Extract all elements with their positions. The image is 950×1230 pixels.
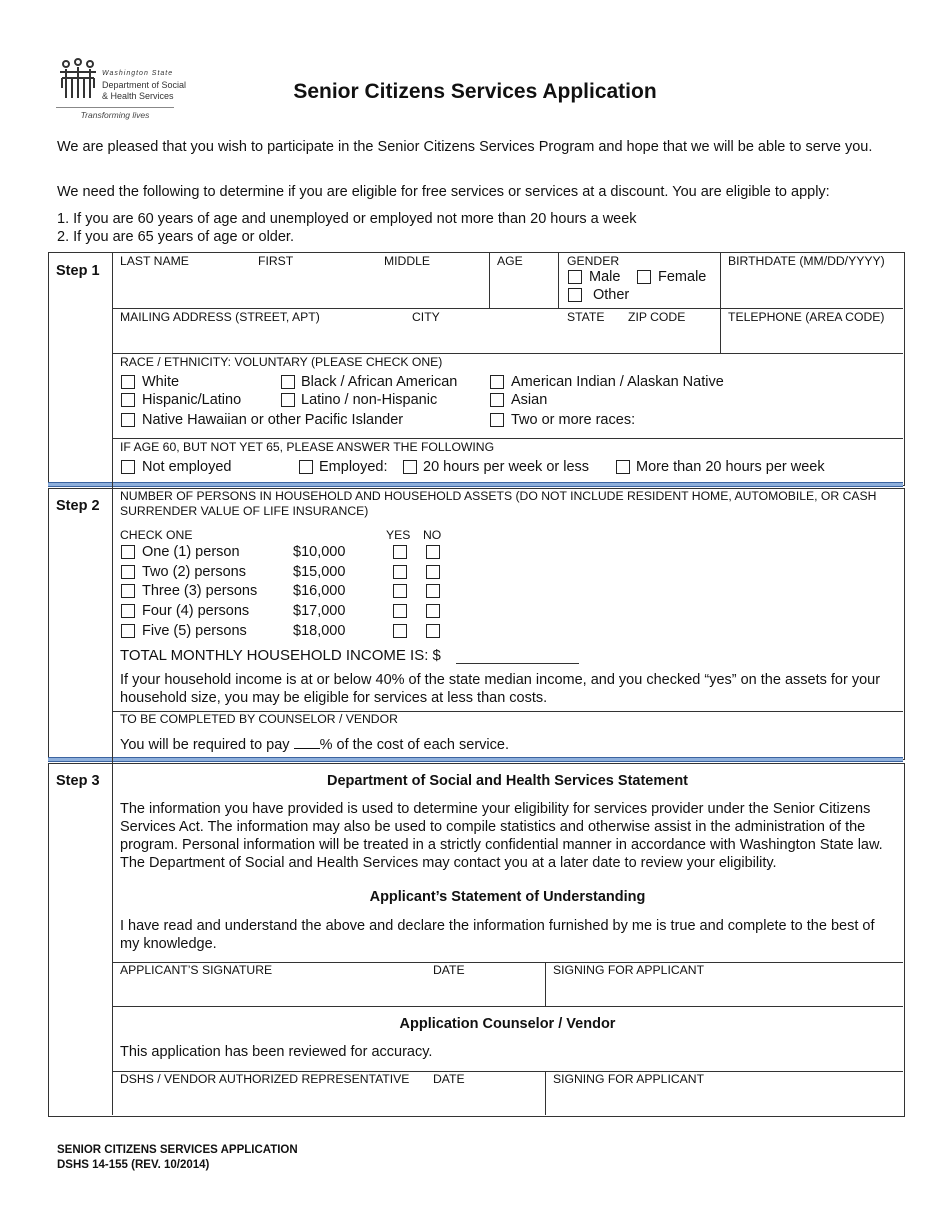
understanding-text: I have read and understand the above and declare the information furnished by me is true and complete to the best of my knowledge. (120, 918, 875, 952)
total-income-field[interactable] (456, 663, 579, 664)
check-one-label: CHECK ONE (120, 528, 193, 542)
gender-other-checkbox[interactable] (568, 288, 582, 302)
no-column-label: NO (423, 528, 442, 542)
age-question-label: IF AGE 60, BUT NOT YET 65, PLEASE ANSWER THE FOLLOWING (120, 440, 495, 454)
page-title: Senior Citizens Services Application (293, 80, 657, 103)
more-than-20-hours-label: More than 20 hours per week (636, 459, 825, 475)
race-black-checkbox[interactable] (281, 375, 295, 389)
race-ethnicity-label: RACE / ETHNICITY: VOLUNTARY (PLEASE CHECK ONE) (120, 355, 443, 369)
race-black-label: Black / African American (301, 374, 458, 390)
logo-dept: Department of Social (102, 80, 187, 90)
race-white-checkbox[interactable] (121, 375, 135, 389)
first-name-label: FIRST (258, 254, 294, 268)
not-employed-label: Not employed (142, 459, 232, 475)
pay-prefix: You will be required to pay (120, 737, 294, 753)
household-3-amount: $16,000 (293, 583, 346, 599)
race-asian-checkbox[interactable] (490, 393, 504, 407)
gender-label: GENDER (567, 254, 620, 268)
zip-code-label: ZIP CODE (628, 310, 686, 324)
eligibility-item-1: 1. If you are 60 years of age and unemployed or employed not more than 20 hours a week (57, 211, 637, 227)
pay-suffix: % of the cost of each service. (319, 737, 509, 753)
yes-column-label: YES (386, 528, 411, 542)
birthdate-label: BIRTHDATE (MM/DD/YYYY) (728, 254, 885, 268)
applicant-date-label: DATE (433, 963, 465, 977)
race-latino-non-hispanic-checkbox[interactable] (281, 393, 295, 407)
applicant-signature-field[interactable] (113, 978, 544, 1005)
applicant-signature-label: APPLICANT’S SIGNATURE (120, 963, 273, 977)
eligibility-item-2: 2. If you are 65 years of age or older. (57, 229, 294, 245)
household-3-yes-checkbox[interactable] (393, 584, 407, 598)
household-2-no-checkbox[interactable] (426, 565, 440, 579)
footer-form-number: DSHS 14-155 (REV. 10/2014) (57, 1159, 210, 1171)
logo-tagline: Transforming lives (56, 107, 174, 120)
household-3-no-checkbox[interactable] (426, 584, 440, 598)
household-4-amount: $17,000 (293, 603, 346, 619)
household-5-amount: $18,000 (293, 623, 346, 639)
gender-male-checkbox[interactable] (568, 270, 582, 284)
race-hispanic-label: Hispanic/Latino (142, 392, 242, 408)
race-american-indian-checkbox[interactable] (490, 375, 504, 389)
step1-divider (48, 482, 903, 487)
total-income-label: TOTAL MONTHLY HOUSEHOLD INCOME IS: $ (120, 647, 441, 664)
household-3-label: Three (3) persons (142, 583, 258, 599)
gender-other-label: Other (593, 287, 630, 303)
rep-signing-for-applicant-label: SIGNING FOR APPLICANT (553, 1072, 705, 1086)
race-latino-non-hispanic-label: Latino / non-Hispanic (301, 392, 438, 408)
mailing-address-label: MAILING ADDRESS (STREET, APT) (120, 310, 320, 324)
hours-20-or-less-label: 20 hours per week or less (423, 459, 590, 475)
household-5-label: Five (5) persons (142, 623, 247, 639)
city-label: CITY (412, 310, 440, 324)
telephone-label: TELEPHONE (AREA CODE) (728, 310, 885, 324)
household-5-yes-checkbox[interactable] (393, 624, 407, 638)
household-3-checkbox[interactable] (121, 584, 135, 598)
income-note: If your household income is at or below 40% of the state median income, and you checked “yes” on the assets for your household size, you may be eligible for services at less than costs. (120, 672, 881, 706)
representative-date-label: DATE (433, 1072, 465, 1086)
household-1-label: One (1) person (142, 544, 240, 560)
race-hawaiian-label: Native Hawaiian or other Pacific Islander (142, 412, 404, 428)
household-4-yes-checkbox[interactable] (393, 604, 407, 618)
household-2-label: Two (2) persons (142, 564, 246, 580)
race-american-indian-label: American Indian / Alaskan Native (511, 374, 724, 390)
intro-paragraph-2: We need the following to determine if you are eligible for free services or services at a discount. You are eligible to apply: (57, 184, 830, 200)
representative-label: DSHS / VENDOR AUTHORIZED REPRESENTATIVE (120, 1072, 410, 1086)
step3-label: Step 3 (56, 773, 100, 789)
last-name-label: LAST NAME (120, 254, 189, 268)
household-assets-label: NUMBER OF PERSONS IN HOUSEHOLD AND HOUSEHOLD ASSETS (DO NOT INCLUDE RESIDENT HOME, AUTOMOBILE, OR CASH SURRENDER VALUE OF LIFE INSURANCE) (120, 489, 877, 518)
dshs-statement-heading: Department of Social and Health Services Statement (327, 773, 688, 789)
race-hawaiian-checkbox[interactable] (121, 413, 135, 427)
representative-signature-field[interactable] (113, 1087, 544, 1114)
age-label: AGE (497, 254, 523, 268)
logo-health: & Health Services (102, 91, 174, 101)
household-5-no-checkbox[interactable] (426, 624, 440, 638)
hours-20-or-less-checkbox[interactable] (403, 460, 417, 474)
gender-female-checkbox[interactable] (637, 270, 651, 284)
household-2-amount: $15,000 (293, 564, 346, 580)
household-4-checkbox[interactable] (121, 604, 135, 618)
more-than-20-hours-checkbox[interactable] (616, 460, 630, 474)
step2-label: Step 2 (56, 498, 100, 514)
signing-for-applicant-label: SIGNING FOR APPLICANT (553, 963, 705, 977)
household-1-amount: $10,000 (293, 544, 346, 560)
pay-percentage-field[interactable] (294, 736, 320, 749)
step2-divider (48, 757, 903, 762)
race-asian-label: Asian (511, 392, 548, 408)
understanding-heading: Applicant’s Statement of Understanding (369, 889, 646, 905)
household-1-checkbox[interactable] (121, 545, 135, 559)
household-1-yes-checkbox[interactable] (393, 545, 407, 559)
step1-label: Step 1 (56, 263, 100, 279)
reviewed-statement: This application has been reviewed for accuracy. (120, 1044, 433, 1060)
pay-percentage-line (120, 736, 509, 753)
household-2-yes-checkbox[interactable] (393, 565, 407, 579)
household-2-checkbox[interactable] (121, 565, 135, 579)
household-5-checkbox[interactable] (121, 624, 135, 638)
household-1-no-checkbox[interactable] (426, 545, 440, 559)
not-employed-checkbox[interactable] (121, 460, 135, 474)
counselor-vendor-heading: Application Counselor / Vendor (399, 1016, 616, 1032)
rep-signing-for-applicant-field[interactable] (546, 1087, 902, 1114)
race-hispanic-checkbox[interactable] (121, 393, 135, 407)
race-two-or-more-checkbox[interactable] (490, 413, 504, 427)
household-4-label: Four (4) persons (142, 603, 250, 619)
race-two-or-more-label: Two or more races: (511, 412, 636, 428)
middle-name-label: MIDDLE (384, 254, 431, 268)
counselor-vendor-label: TO BE COMPLETED BY COUNSELOR / VENDOR (120, 712, 398, 726)
logo-state: Washington State (102, 70, 174, 77)
footer-form-title: SENIOR CITIZENS SERVICES APPLICATION (57, 1144, 298, 1156)
employed-checkbox[interactable] (299, 460, 313, 474)
dshs-statement-text: The information you have provided is used to determine your eligibility for services provider under the Senior Citizens Services Act. The information may also be used to compile statistics and otherwise assist in the administration of the program. Personal information will be treated in a strictly confidential manner in accordance with Washington State law. The Department of Social and Health Services may contact you at a later date to review your eligibility. (120, 801, 883, 871)
signing-for-applicant-field[interactable] (546, 978, 902, 1005)
intro-paragraph-1: We are pleased that you wish to participate in the Senior Citizens Services Program and hope that we will be able to serve you. (57, 139, 873, 155)
employed-label: Employed: (319, 459, 388, 475)
state-label: STATE (567, 310, 605, 324)
household-4-no-checkbox[interactable] (426, 604, 440, 618)
gender-female-label: Female (658, 269, 707, 285)
race-white-label: White (142, 374, 180, 390)
gender-male-label: Male (589, 269, 621, 285)
